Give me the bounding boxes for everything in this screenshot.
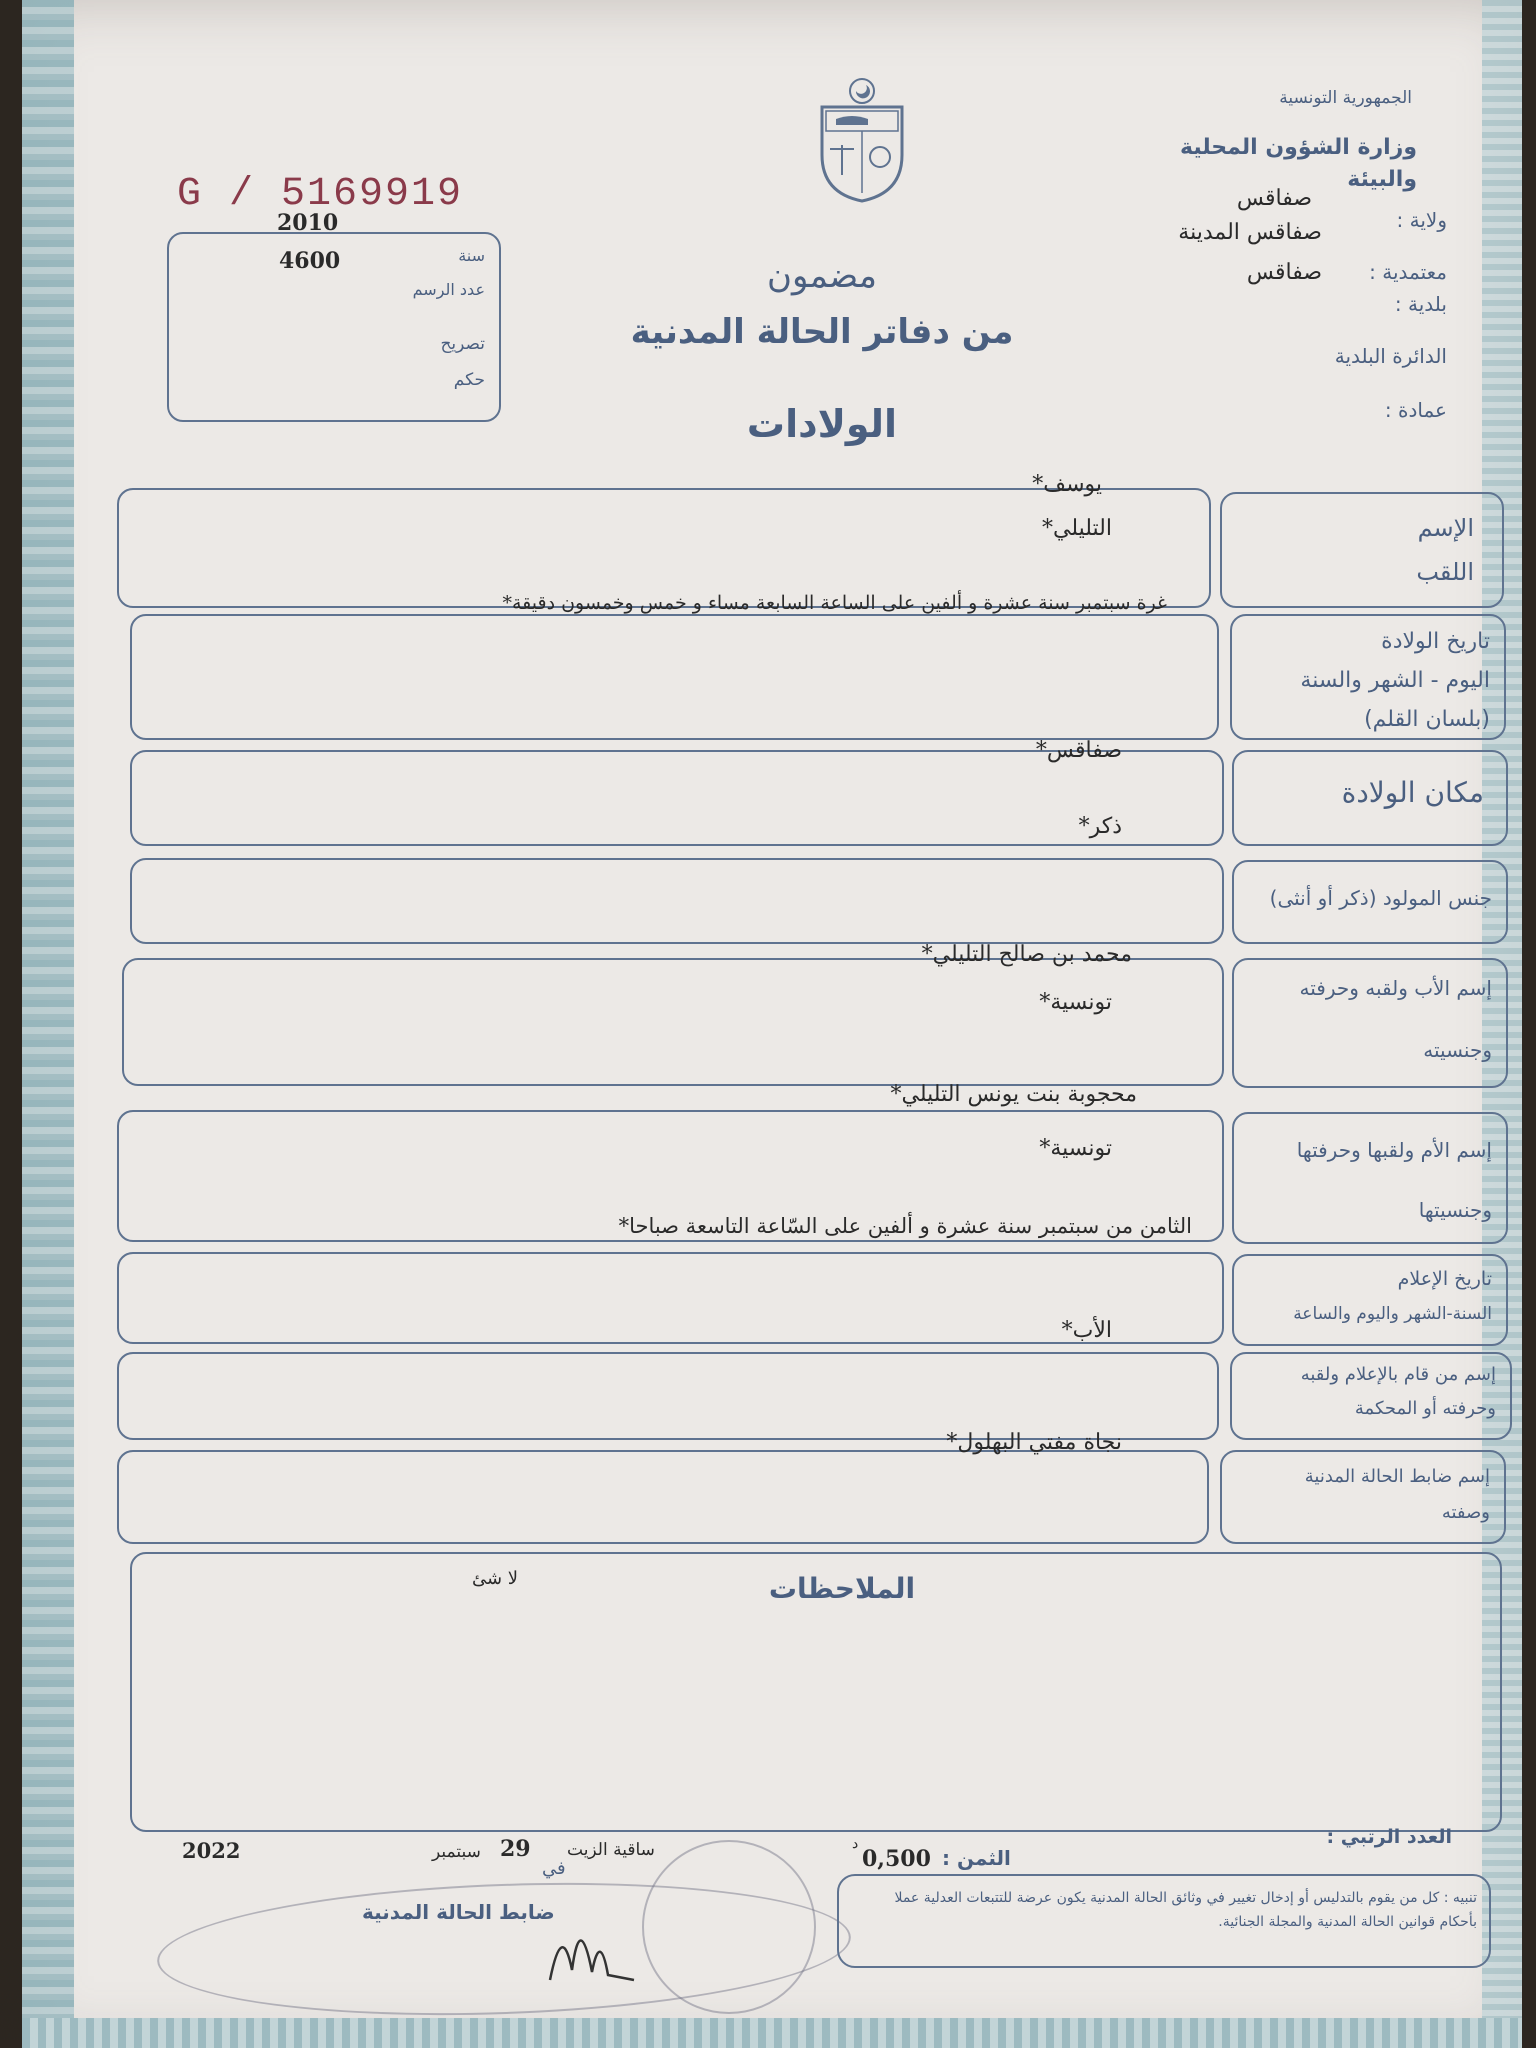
officer-value-box xyxy=(117,1450,1209,1544)
officer-value: نجاة مفتي البهلول* xyxy=(946,1430,1122,1455)
father-label-nationality: وجنسيته xyxy=(1423,1038,1492,1062)
mother-nationality-value: تونسية* xyxy=(1039,1136,1112,1161)
title-line3: الولادات xyxy=(746,402,898,446)
sex-value-box xyxy=(130,858,1224,944)
republic-label: الجمهورية التونسية xyxy=(1279,88,1412,108)
wilaya-value: صفاقس xyxy=(1236,186,1312,211)
birth-date-value-box xyxy=(130,614,1219,740)
registry-year-value: 2010 xyxy=(277,210,339,236)
footer-day-value: 29 xyxy=(500,1836,531,1862)
declaration-date-label-box xyxy=(1232,1254,1508,1346)
security-border-left xyxy=(22,0,74,2048)
footer-year-value: 2022 xyxy=(182,1838,241,1863)
remarks-value: لا شئ xyxy=(472,1568,519,1589)
mother-name-value: محجوبة بنت يونس التليلي* xyxy=(890,1082,1137,1107)
sex-label: جنس المولود (ذكر أو أنثى) xyxy=(1269,886,1492,910)
registry-judgment-label: حكم xyxy=(453,370,485,390)
mother-label-box xyxy=(1232,1112,1508,1244)
signature-icon xyxy=(542,1900,652,1990)
footer-price-value: 0,500 xyxy=(862,1846,931,1872)
registry-number-value: 4600 xyxy=(279,248,341,274)
father-value-box xyxy=(122,958,1224,1086)
name-value-box xyxy=(117,488,1211,608)
omda-label: عمادة : xyxy=(1384,398,1447,422)
delegation-label: معتمدية : xyxy=(1369,260,1447,284)
registry-declaration-label: تصريح xyxy=(440,334,485,354)
declarant-label: إسم من قام بالإعلام ولقبه xyxy=(1300,1364,1496,1385)
warning-text: تنبيه : كل من يقوم بالتدليس أو إدخال تغيير في وثائق الحالة المدنية يكون عرضة للتتبعات العدلية عملا بأحكام قوانين الحالة المدنية والمجلة الجنائية. xyxy=(894,1890,1477,1930)
serial-number: G / 5169919 xyxy=(177,172,464,217)
round-stamp xyxy=(642,1840,816,2014)
birth-place-label: مكان الولادة xyxy=(1341,776,1484,809)
declaration-date-sublabel: السنة-الشهر واليوم والساعة xyxy=(1293,1304,1492,1324)
title-line1: مضمون xyxy=(767,256,877,296)
birth-date-sublabel: اليوم - الشهر والسنة xyxy=(1300,668,1490,693)
birth-certificate-document xyxy=(22,0,1522,2048)
footer-place-value: ساقية الزيت xyxy=(567,1840,655,1860)
declarant-value-box xyxy=(117,1352,1219,1440)
district-label: الدائرة البلدية xyxy=(1334,344,1447,368)
remarks-label: الملاحظات xyxy=(768,1572,916,1605)
birth-date-value: غرة سبتمبر سنة عشرة و ألفين على الساعة السابعة مساء و خمس وخمسون دقيقة* xyxy=(502,592,1167,614)
father-name-value: محمد بن صالح التليلي* xyxy=(921,942,1132,967)
name-value: يوسف* xyxy=(1032,472,1102,497)
sex-label-box xyxy=(1232,860,1508,944)
remarks-box xyxy=(130,1552,1502,1832)
name-label-box xyxy=(1220,492,1504,608)
declarant-label-box xyxy=(1230,1352,1512,1440)
sex-value: ذكر* xyxy=(1078,814,1122,839)
birth-date-note: (بلسان القلم) xyxy=(1364,707,1490,732)
footer-month-value: سبتمبر xyxy=(432,1842,481,1862)
wilaya-label: ولاية : xyxy=(1396,208,1447,232)
father-label: إسم الأب ولقبه وحرفته xyxy=(1299,976,1492,1000)
officer-label: إسم ضابط الحالة المدنية xyxy=(1304,1466,1490,1487)
officer-label-box xyxy=(1220,1450,1506,1544)
title-line2: من دفاتر الحالة المدنية xyxy=(630,312,1014,352)
mother-label-nationality: وجنسيتها xyxy=(1418,1198,1492,1222)
father-label-box xyxy=(1232,958,1508,1088)
declaration-date-value: الثامن من سبتمبر سنة عشرة و ألفين على السّاعة التاسعة صباحا* xyxy=(618,1214,1192,1238)
birth-place-value: صفاقس* xyxy=(1035,738,1122,763)
birth-place-value-box xyxy=(130,750,1224,846)
footer-officer-title: ضابط الحالة المدنية xyxy=(362,1900,555,1924)
father-nationality-value: تونسية* xyxy=(1039,990,1112,1015)
warning-box xyxy=(837,1874,1491,1968)
delegation-value: صفاقس المدينة xyxy=(1178,220,1322,245)
ministry-label: وزارة الشؤون المحلية والبيئة xyxy=(1180,135,1417,192)
footer-price-label: الثمن : xyxy=(942,1846,1011,1870)
declaration-date-value-box xyxy=(117,1252,1224,1344)
footer-serial-label: العدد الرتبي : xyxy=(1326,1826,1452,1848)
registry-number-label: عدد الرسم xyxy=(412,280,485,299)
registry-year-label: سنة xyxy=(458,246,485,265)
declaration-date-label: تاريخ الإعلام xyxy=(1397,1268,1492,1290)
surname-label: اللقب xyxy=(1416,558,1474,586)
municipality-value: صفاقس xyxy=(1246,260,1322,285)
footer-price-unit: د xyxy=(852,1836,859,1852)
birth-place-label-box xyxy=(1232,750,1508,846)
mother-label: إسم الأم ولقبها وحرفتها xyxy=(1296,1138,1492,1162)
declarant-value: الأب* xyxy=(1061,1318,1112,1343)
registry-box xyxy=(167,210,501,422)
footer-date-prefix: في xyxy=(542,1858,566,1879)
surname-value: التليلي* xyxy=(1042,516,1112,541)
municipality-label: بلدية : xyxy=(1394,292,1447,316)
birth-date-label: تاريخ الولادة xyxy=(1381,629,1490,654)
birth-date-label-box xyxy=(1230,614,1506,740)
name-label: الإسم xyxy=(1417,514,1474,542)
security-border-bottom xyxy=(22,2018,1522,2048)
declarant-sublabel: وحرفته أو المحكمة xyxy=(1354,1398,1496,1419)
officer-sublabel: وصفته xyxy=(1441,1502,1490,1523)
tunisia-coat-of-arms-icon xyxy=(812,75,912,205)
